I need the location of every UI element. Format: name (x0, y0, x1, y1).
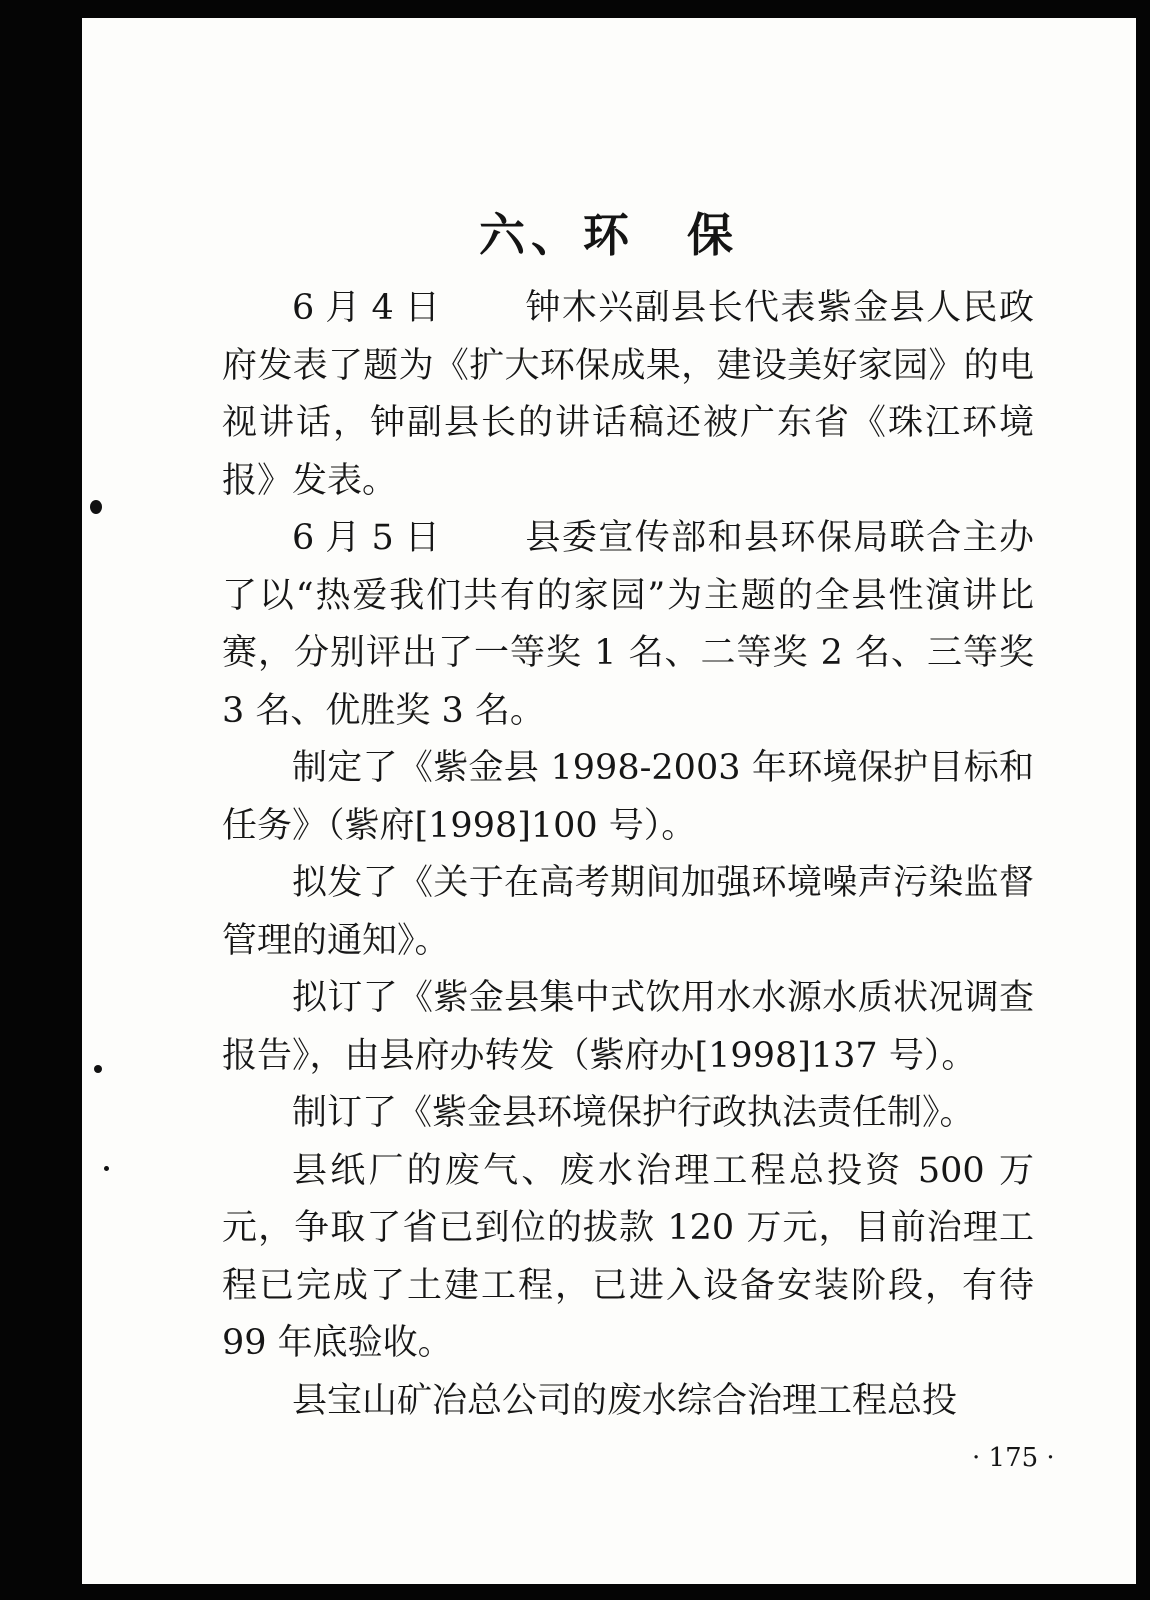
entry-date: 6 月 4 日 (292, 288, 440, 328)
page-number: · 175 · (972, 1443, 1055, 1473)
document-page (82, 18, 1136, 1584)
entry-text: 制定了《紫金县 1998-2003 年环境保护目标和任务》（紫府[1998]100 号）。 (222, 748, 1034, 846)
scan-border-right (1136, 0, 1150, 1600)
entry-text: 钟木兴副县长代表紫金县人民政府发表了题为《扩大环保成果，建设美好家园》的电视讲话，钟副县长的讲话稿还被广东省《珠江环境报》发表。 (222, 288, 1034, 501)
scan-border-bottom (0, 1584, 1150, 1600)
entry-date: 6 月 5 日 (292, 518, 440, 558)
entry-text: 县委宣传部和县环保局联合主办了以“热爱我们共有的家园”为主题的全县性演讲比赛，分别评出了一等奖 1 名、二等奖 2 名、三等奖 3 名、优胜奖 3 名。 (222, 518, 1034, 731)
scan-speck (90, 500, 102, 514)
entry-text: 制订了《紫金县环境保护行政执法责任制》。 (292, 1093, 975, 1133)
entry-paragraph (222, 280, 1034, 510)
entry-text: 县宝山矿冶总公司的废水综合治理工程总投 (292, 1380, 958, 1421)
section-title: 六、环 保 (479, 207, 739, 262)
entry-paragraph (222, 855, 1034, 970)
scan-border-top (0, 0, 1150, 18)
entry-paragraph (222, 510, 1034, 740)
entry-text: 拟订了《紫金县集中式饮用水水源水质状况调查报告》，由县府办转发（紫府办[1998]137 号）。 (222, 978, 1034, 1076)
document-body (222, 280, 1034, 1430)
entry-paragraph (222, 970, 1034, 1085)
scan-border-left (0, 0, 82, 1600)
entry-paragraph (222, 1373, 1034, 1431)
entry-text: 县纸厂的废气、废水治理工程总投资 500 万元，争取了省已到位的拔款 120 万元，目前治理工程已完成了土建工程，已进入设备安装阶段，有待 99 年底验收。 (222, 1150, 1034, 1363)
entry-paragraph (222, 740, 1034, 855)
entry-paragraph (222, 1085, 1034, 1143)
scan-speck (94, 1065, 102, 1073)
entry-text: 拟发了《关于在高考期间加强环境噪声污染监督管理的通知》。 (222, 863, 1034, 961)
scan-speck (104, 1166, 109, 1171)
entry-paragraph (222, 1143, 1034, 1373)
